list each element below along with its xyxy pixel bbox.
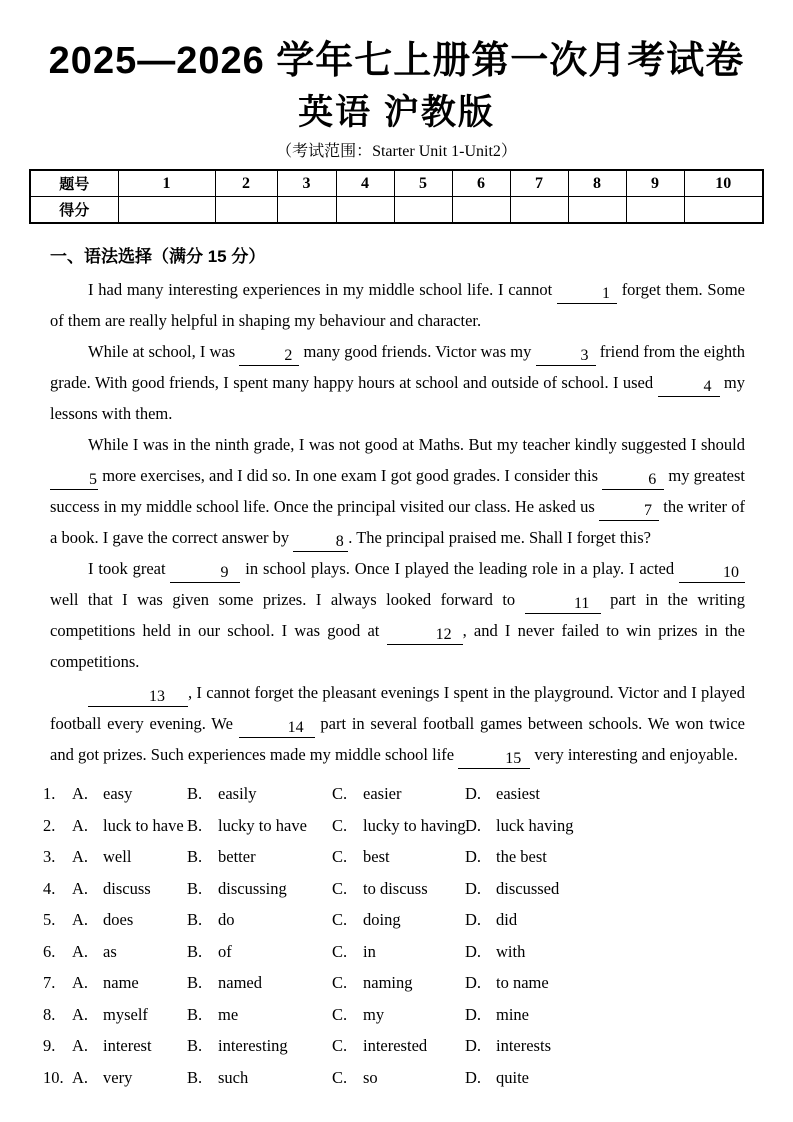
option-text: my: [363, 1004, 385, 1024]
option-row-6: [43, 936, 793, 968]
question-number-cell-3: 3: [277, 170, 336, 197]
option-text: discussing: [218, 878, 287, 898]
option-cell-A: [72, 1062, 187, 1094]
option-cell-D: [465, 873, 793, 905]
option-cell-C: [332, 999, 465, 1031]
option-cell-D: [465, 810, 793, 842]
passage-paragraph: While at school, I was 2 many good friends. Victor was my 3 friend from the eighth grade. With good friends, I spent many happy hours at school and outside of school. I used 4 my lessons with them.: [50, 342, 745, 423]
score-cell-9: [626, 197, 684, 224]
option-row-8: [43, 999, 793, 1031]
option-text: as: [103, 941, 117, 961]
option-letter: A.: [72, 1067, 89, 1087]
option-row-7: [43, 967, 793, 999]
option-question-number: 8.: [43, 1004, 56, 1024]
option-letter: C.: [332, 941, 348, 961]
option-letter: C.: [332, 1004, 348, 1024]
option-cell-C: [332, 841, 465, 873]
cloze-blank-12: 12: [387, 625, 463, 645]
option-question-number: 3.: [43, 847, 56, 866]
option-row-3: [43, 841, 793, 873]
option-text: does: [103, 910, 134, 929]
option-text: myself: [103, 1004, 148, 1024]
option-letter: B.: [187, 973, 203, 992]
option-text: to name: [496, 973, 549, 992]
option-cell-B: [187, 810, 332, 842]
option-text: lucky to having: [363, 815, 466, 835]
option-text: lucky to have: [218, 815, 307, 835]
option-letter: B.: [187, 784, 203, 803]
option-letter: A.: [72, 784, 89, 803]
option-text: well: [103, 847, 132, 866]
option-cell-B: [187, 873, 332, 905]
question-number-cell-4: 4: [336, 170, 394, 197]
option-letter: C.: [332, 784, 348, 803]
option-letter: D.: [465, 910, 482, 929]
option-letter: C.: [332, 1067, 348, 1087]
option-question-number: 6.: [43, 941, 56, 961]
option-question-number: 2.: [43, 815, 56, 835]
passage-paragraph: I took great 9 in school plays. Once I played the leading role in a play. I acted 10 well that I was given some prizes. I always looked forward to 11 part in the writing competitions held in our school. I was good at 12 , and I never failed to win prizes in the competitions.: [50, 559, 746, 671]
option-letter: D.: [465, 815, 482, 835]
option-cell-B: [187, 936, 332, 968]
option-letter: A.: [72, 941, 89, 961]
cloze-blank-10: 10: [679, 563, 745, 583]
score-table-score-row: [30, 197, 763, 224]
option-row-1: [43, 778, 793, 810]
option-letter: A.: [72, 1036, 89, 1055]
cloze-blank-14: 14: [239, 718, 315, 738]
option-row-10: [43, 1062, 793, 1094]
option-cell-A: [72, 904, 187, 936]
exam-subtitle: 英语 沪教版: [298, 93, 495, 132]
option-cell-A: [72, 873, 187, 905]
option-letter: B.: [187, 878, 203, 898]
score-cell-3: [277, 197, 336, 224]
option-text: easily: [218, 784, 257, 803]
option-letter: B.: [187, 1004, 203, 1024]
cloze-blank-5: 5: [50, 470, 98, 490]
option-letter: B.: [187, 815, 203, 835]
option-letter: A.: [72, 847, 89, 866]
option-question-number: 5.: [43, 910, 56, 929]
option-cell-A: [72, 778, 187, 810]
option-text: so: [363, 1067, 378, 1087]
cloze-blank-8: 8: [293, 532, 348, 552]
option-cell-D: [465, 936, 793, 968]
option-letter: B.: [187, 1036, 203, 1055]
score-cell-6: [452, 197, 510, 224]
option-text: best: [363, 847, 390, 866]
option-cell-D: [465, 967, 793, 999]
score-cell-5: [394, 197, 452, 224]
option-cell-B: [187, 967, 332, 999]
option-letter: D.: [465, 784, 482, 803]
option-letter: D.: [465, 973, 482, 992]
option-question-number: 7.: [43, 973, 56, 992]
score-row-label: 得分: [30, 197, 118, 224]
option-cell-C: [332, 778, 465, 810]
question-number-cell-5: 5: [394, 170, 452, 197]
option-cell-A: [72, 810, 187, 842]
option-text: such: [218, 1067, 249, 1087]
question-number-cell-10: 10: [684, 170, 763, 197]
question-number-row-label: 题号: [30, 170, 118, 197]
option-cell-C: [332, 873, 465, 905]
cloze-blank-11: 11: [525, 594, 601, 614]
option-row-9: [43, 1030, 793, 1062]
passage-paragraph: 13 , I cannot forget the pleasant evenings I spent in the playground. Victor and I played football every evening. We 14 part in several football games between schools. We won twice and got prizes. Such experiences made my middle school life 15 very interesting and enjoyable.: [50, 683, 745, 767]
option-text: the best: [496, 847, 547, 866]
option-text: interested: [363, 1036, 428, 1055]
section-heading: 一、语法选择（满分 15 分）: [50, 247, 266, 266]
question-number-cell-7: 7: [510, 170, 568, 197]
passage: [50, 274, 745, 770]
option-question-number: 1.: [43, 784, 56, 803]
passage-paragraph: While I was in the ninth grade, I was not good at Maths. But my teacher kindly suggested I should 5 more exercises, and I did so. In one exam I got good grades. I consider this 6 my greatest success in my middle school life. Once the principal visited our class. He asked us 7 the writer of a book. I gave the correct answer by 8 . The principal praised me. Shall I forget this?: [50, 435, 745, 550]
score-table-number-row: [30, 170, 763, 197]
option-letter: A.: [72, 878, 89, 898]
option-text: discussed: [496, 878, 560, 898]
options-list: [43, 778, 793, 1093]
option-row-4: [43, 873, 793, 905]
cloze-blank-6: 6: [602, 470, 664, 490]
option-text: doing: [363, 910, 401, 929]
option-letter: A.: [72, 910, 89, 929]
option-text: luck to have: [103, 815, 184, 835]
option-text: of: [218, 941, 232, 961]
exam-title: 2025—2026 学年七上册第一次月考试卷: [48, 40, 745, 82]
option-cell-D: [465, 841, 793, 873]
option-letter: D.: [465, 847, 482, 866]
cloze-blank-3: 3: [536, 346, 596, 366]
option-cell-D: [465, 999, 793, 1031]
option-letter: C.: [332, 1036, 348, 1055]
option-text: interests: [496, 1036, 551, 1055]
cloze-blank-15: 15: [458, 749, 530, 769]
option-cell-D: [465, 1062, 793, 1094]
option-letter: D.: [465, 1004, 482, 1024]
option-letter: D.: [465, 1036, 482, 1055]
option-letter: B.: [187, 1067, 203, 1087]
option-text: easiest: [496, 784, 540, 803]
cloze-blank-7: 7: [599, 501, 659, 521]
option-text: better: [218, 847, 256, 866]
score-table: [29, 169, 764, 224]
option-letter: C.: [332, 847, 348, 866]
option-cell-C: [332, 904, 465, 936]
passage-paragraph: I had many interesting experiences in my middle school life. I cannot 1 forget them. Some of them are really helpful in shaping my behaviour and character.: [50, 280, 745, 330]
option-text: discuss: [103, 878, 151, 898]
question-number-cell-2: 2: [215, 170, 277, 197]
option-letter: D.: [465, 878, 482, 898]
option-cell-B: [187, 778, 332, 810]
question-number-cell-9: 9: [626, 170, 684, 197]
cloze-blank-2: 2: [239, 346, 299, 366]
question-number-cell-1: 1: [118, 170, 215, 197]
question-number-cell-6: 6: [452, 170, 510, 197]
option-text: easy: [103, 784, 133, 803]
option-text: very: [103, 1067, 133, 1087]
exam-scope-note: （考试范围：Starter Unit 1-Unit2）: [276, 143, 517, 160]
option-row-5: [43, 904, 793, 936]
cloze-blank-4: 4: [658, 377, 720, 397]
option-text: in: [363, 941, 376, 961]
option-cell-C: [332, 1030, 465, 1062]
score-cell-10: [684, 197, 763, 224]
option-text: mine: [496, 1004, 529, 1024]
option-text: easier: [363, 784, 402, 803]
option-text: luck having: [496, 815, 574, 835]
option-text: quite: [496, 1067, 529, 1087]
option-letter: B.: [187, 910, 203, 929]
option-cell-A: [72, 936, 187, 968]
option-letter: D.: [465, 941, 482, 961]
option-letter: A.: [72, 1004, 89, 1024]
option-cell-D: [465, 778, 793, 810]
option-text: interesting: [218, 1036, 288, 1055]
option-text: do: [218, 910, 235, 929]
option-cell-C: [332, 810, 465, 842]
option-text: to discuss: [363, 878, 428, 898]
option-cell-A: [72, 1030, 187, 1062]
option-letter: B.: [187, 941, 203, 961]
option-text: name: [103, 973, 139, 992]
option-text: me: [218, 1004, 239, 1024]
option-letter: C.: [332, 910, 348, 929]
option-cell-D: [465, 1030, 793, 1062]
option-text: did: [496, 910, 518, 929]
option-text: interest: [103, 1036, 152, 1055]
option-row-2: [43, 810, 793, 842]
option-letter: A.: [72, 815, 89, 835]
cloze-blank-9: 9: [170, 563, 240, 583]
option-letter: D.: [465, 1067, 482, 1087]
option-question-number: 10.: [43, 1067, 64, 1087]
option-cell-B: [187, 999, 332, 1031]
score-cell-8: [568, 197, 626, 224]
score-cell-2: [215, 197, 277, 224]
option-cell-B: [187, 904, 332, 936]
option-cell-B: [187, 841, 332, 873]
option-question-number: 4.: [43, 878, 56, 898]
option-question-number: 9.: [43, 1036, 56, 1055]
option-text: naming: [363, 973, 413, 992]
option-cell-D: [465, 904, 793, 936]
option-cell-B: [187, 1062, 332, 1094]
option-letter: C.: [332, 973, 348, 992]
score-cell-7: [510, 197, 568, 224]
option-cell-A: [72, 841, 187, 873]
cloze-blank-13: 13: [88, 687, 188, 707]
option-cell-A: [72, 967, 187, 999]
option-cell-A: [72, 999, 187, 1031]
option-cell-C: [332, 967, 465, 999]
option-cell-C: [332, 936, 465, 968]
option-letter: B.: [187, 847, 203, 866]
option-letter: A.: [72, 973, 89, 992]
option-letter: C.: [332, 878, 348, 898]
cloze-blank-1: 1: [557, 284, 617, 304]
score-cell-1: [118, 197, 215, 224]
option-text: with: [496, 941, 526, 961]
option-text: named: [218, 973, 262, 992]
option-cell-B: [187, 1030, 332, 1062]
score-cell-4: [336, 197, 394, 224]
question-number-cell-8: 8: [568, 170, 626, 197]
option-cell-C: [332, 1062, 465, 1094]
option-letter: C.: [332, 815, 348, 835]
